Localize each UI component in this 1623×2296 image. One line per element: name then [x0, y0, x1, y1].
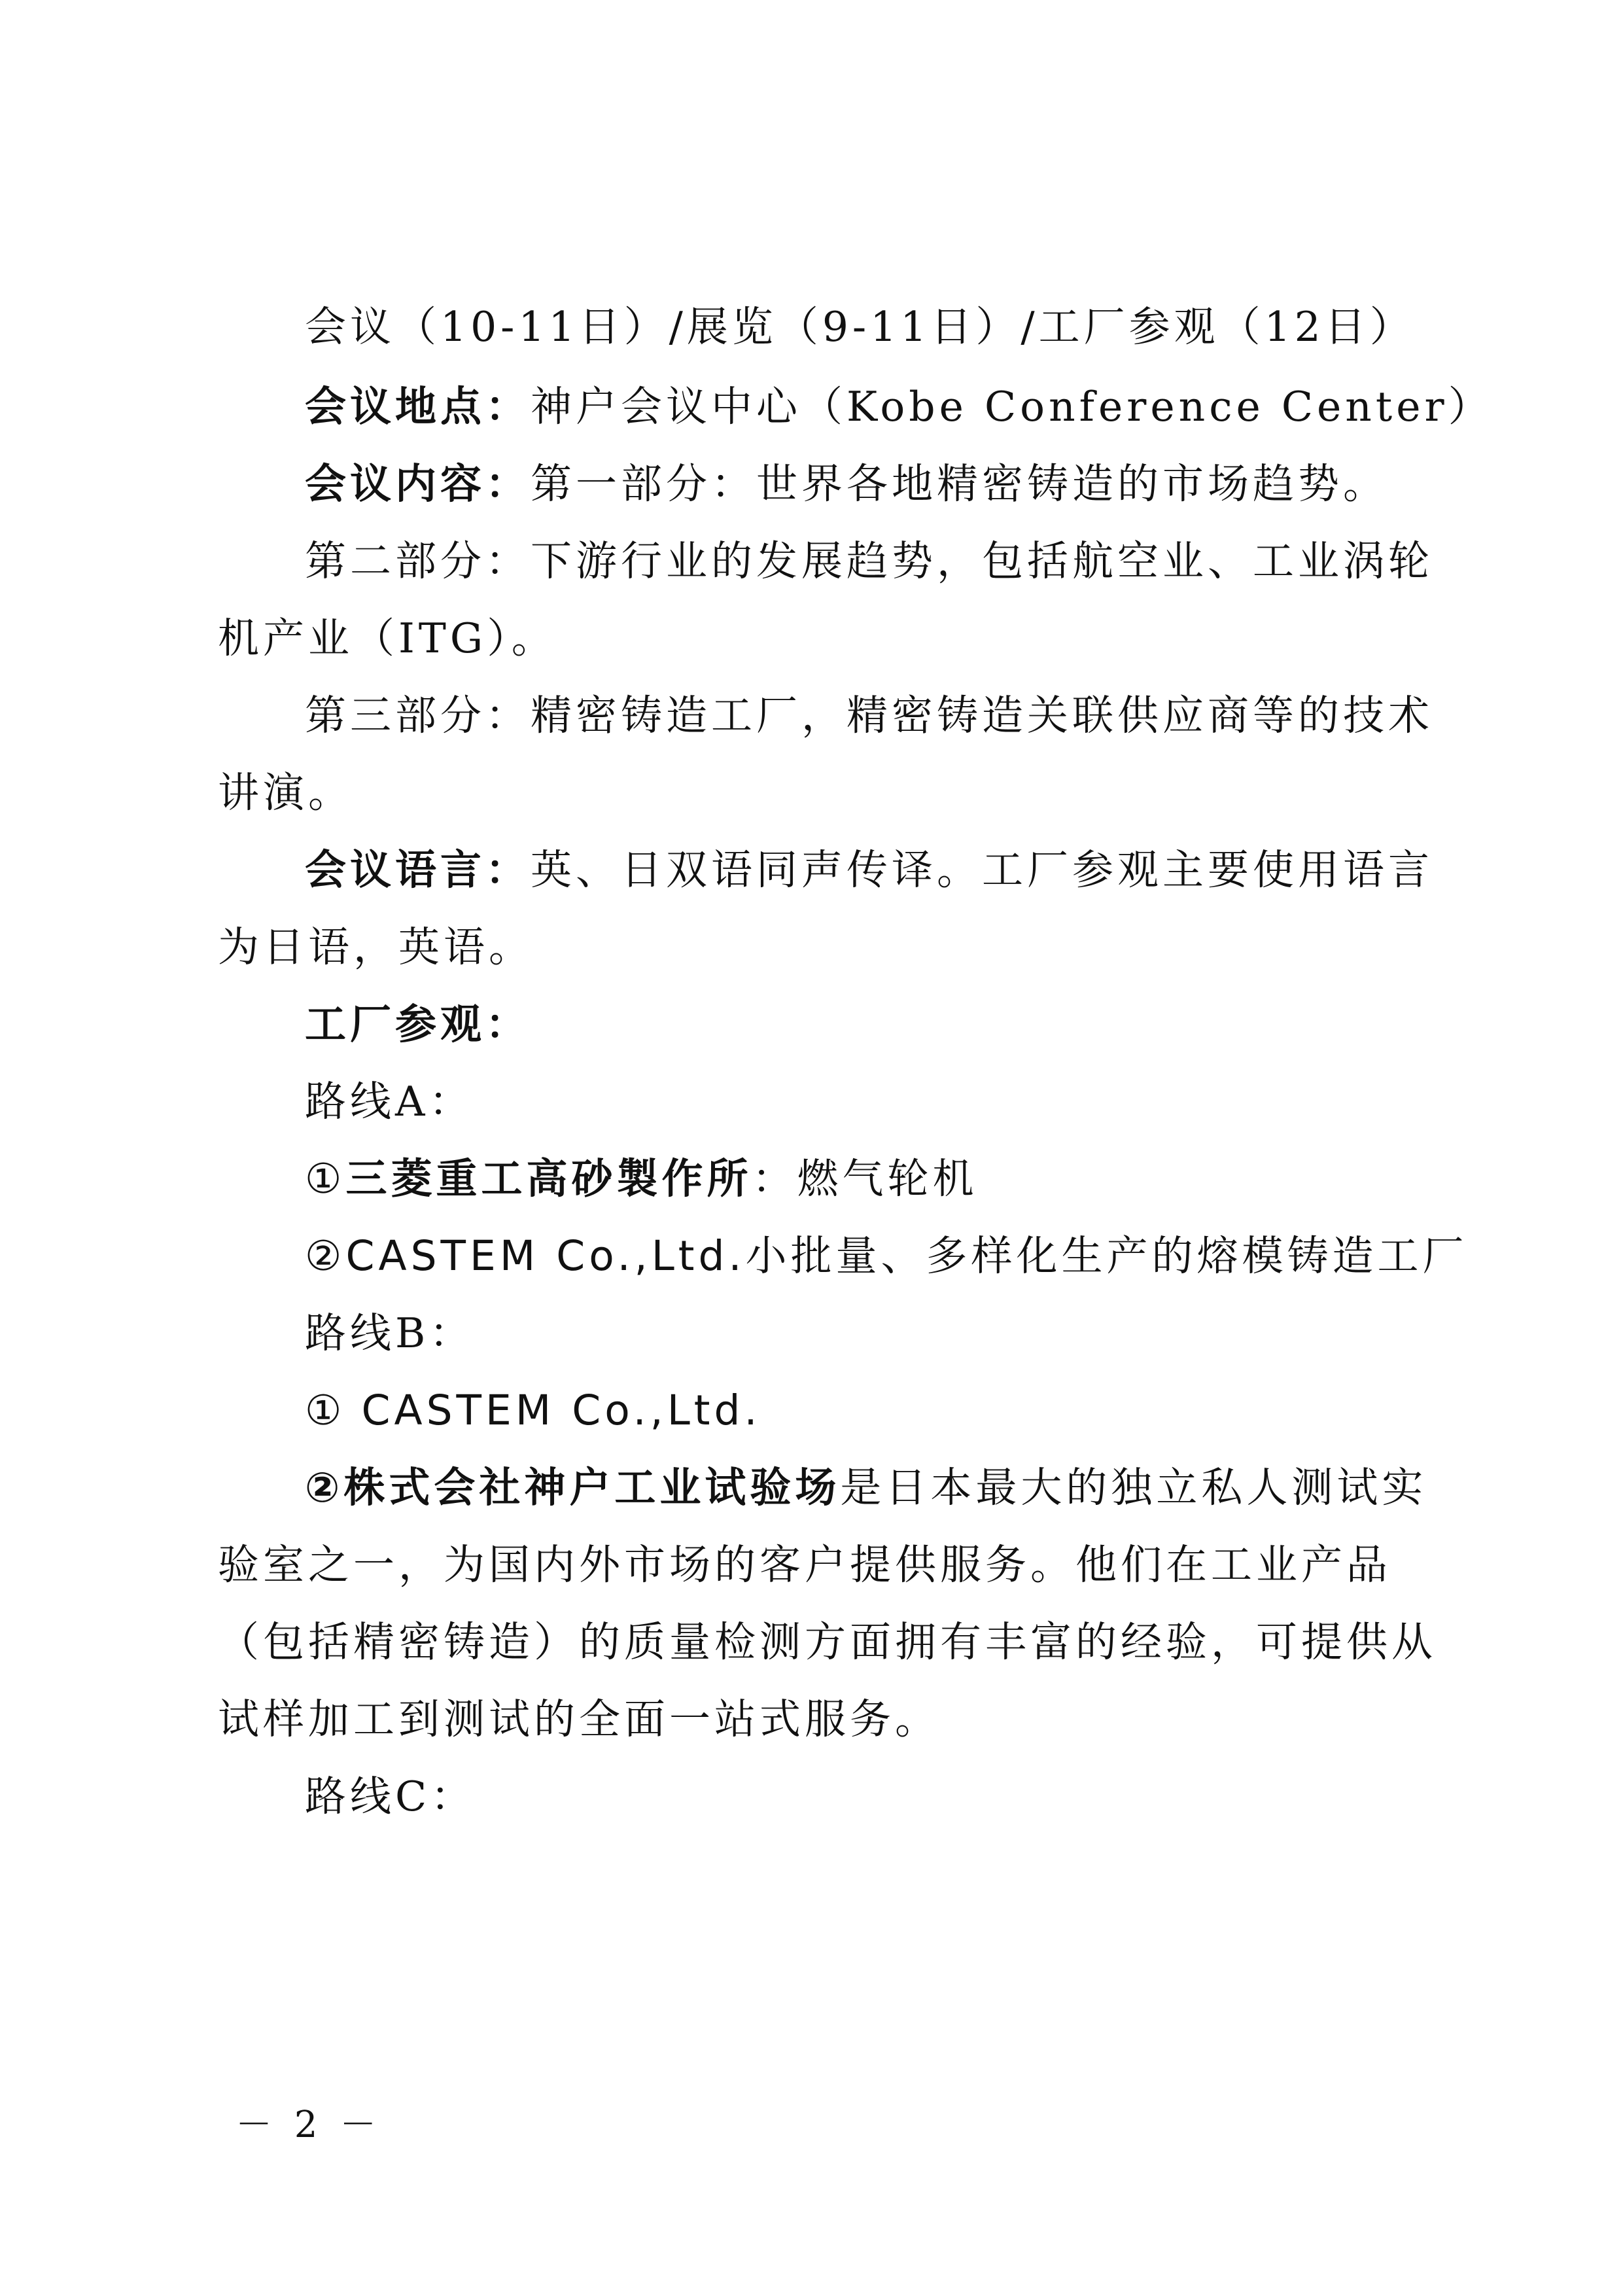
- content-label: 会议内容：: [305, 460, 531, 508]
- route-b-label: 路线B：: [305, 1309, 475, 1357]
- part2-line-2: [218, 614, 557, 662]
- route-c-heading: [305, 1773, 476, 1820]
- language-line-2: [218, 923, 534, 971]
- page-number: － 2 －: [236, 2104, 382, 2146]
- route-c-label: 路线C：: [305, 1773, 476, 1820]
- schedule-line: [305, 303, 1415, 351]
- route-b-desc-line-3: [218, 1618, 1437, 1666]
- route-a-item-1: [305, 1155, 978, 1203]
- route-a-label: 路线A：: [305, 1078, 474, 1125]
- item-name: 株式会社神户工业试验场: [343, 1464, 841, 1511]
- language-text-2: 为日语，英语。: [218, 923, 534, 971]
- part3-text-1: 第三部分：精密铸造工厂，精密铸造关联供应商等的技术: [305, 692, 1433, 739]
- item-desc: 小批量、多样化生产的熔模铸造工厂: [745, 1232, 1468, 1280]
- part3-line-1: [305, 692, 1433, 739]
- item-marker: ①: [305, 1386, 346, 1434]
- item-desc: 是日本最大的独立私人测试实: [840, 1464, 1427, 1511]
- route-b-desc-text-3: （包括精密铸造）的质量检测方面拥有丰富的经验，可提供从: [218, 1618, 1437, 1666]
- item-marker: ①: [305, 1155, 346, 1203]
- part3-line-2: [218, 769, 353, 817]
- part2-text-1: 第二部分：下游行业的发展趋势，包括航空业、工业涡轮: [305, 537, 1433, 585]
- item-name: CASTEM Co.,Ltd.: [345, 1232, 746, 1280]
- tour-heading: [305, 1000, 531, 1048]
- route-b-desc-text-2: 验室之一，为国内外市场的客户提供服务。他们在工业产品: [218, 1541, 1391, 1589]
- venue-line: [305, 383, 1493, 431]
- item-marker: ②: [305, 1464, 344, 1511]
- route-b-desc-line-2: [218, 1541, 1391, 1589]
- venue-label: 会议地点：: [305, 383, 531, 431]
- part2-line-1: [305, 537, 1433, 585]
- content-line: [305, 460, 1388, 508]
- language-value: 英、日双语同声传译。工厂参观主要使用语言: [531, 846, 1433, 894]
- route-b-desc-line-4: [218, 1695, 940, 1743]
- route-b-item-2: [305, 1464, 1427, 1511]
- part2-text-2: 机产业（ITG）。: [218, 614, 557, 662]
- item-desc: ：燃气轮机: [752, 1155, 978, 1203]
- content-value: 第一部分：世界各地精密铸造的市场趋势。: [531, 460, 1388, 508]
- language-line: [305, 846, 1433, 894]
- route-a-heading: [305, 1078, 474, 1125]
- tour-label: 工厂参观：: [305, 1000, 531, 1048]
- route-b-heading: [305, 1309, 475, 1357]
- schedule-text: 会议（10-11日）/展览（9-11日）/工厂参观（12日）: [305, 303, 1415, 351]
- route-b-item-1: [305, 1386, 761, 1434]
- language-label: 会议语言：: [305, 846, 531, 894]
- item-name: CASTEM Co.,Ltd.: [361, 1386, 761, 1434]
- route-a-item-2: [305, 1232, 1468, 1280]
- route-b-desc-text-4: 试样加工到测试的全面一站式服务。: [218, 1695, 940, 1743]
- item-marker: ②: [305, 1232, 346, 1280]
- part3-text-2: 讲演。: [218, 769, 353, 817]
- venue-value: 神户会议中心（Kobe Conference Center）: [531, 383, 1493, 431]
- item-name: 三菱重工高砂製作所: [345, 1155, 752, 1203]
